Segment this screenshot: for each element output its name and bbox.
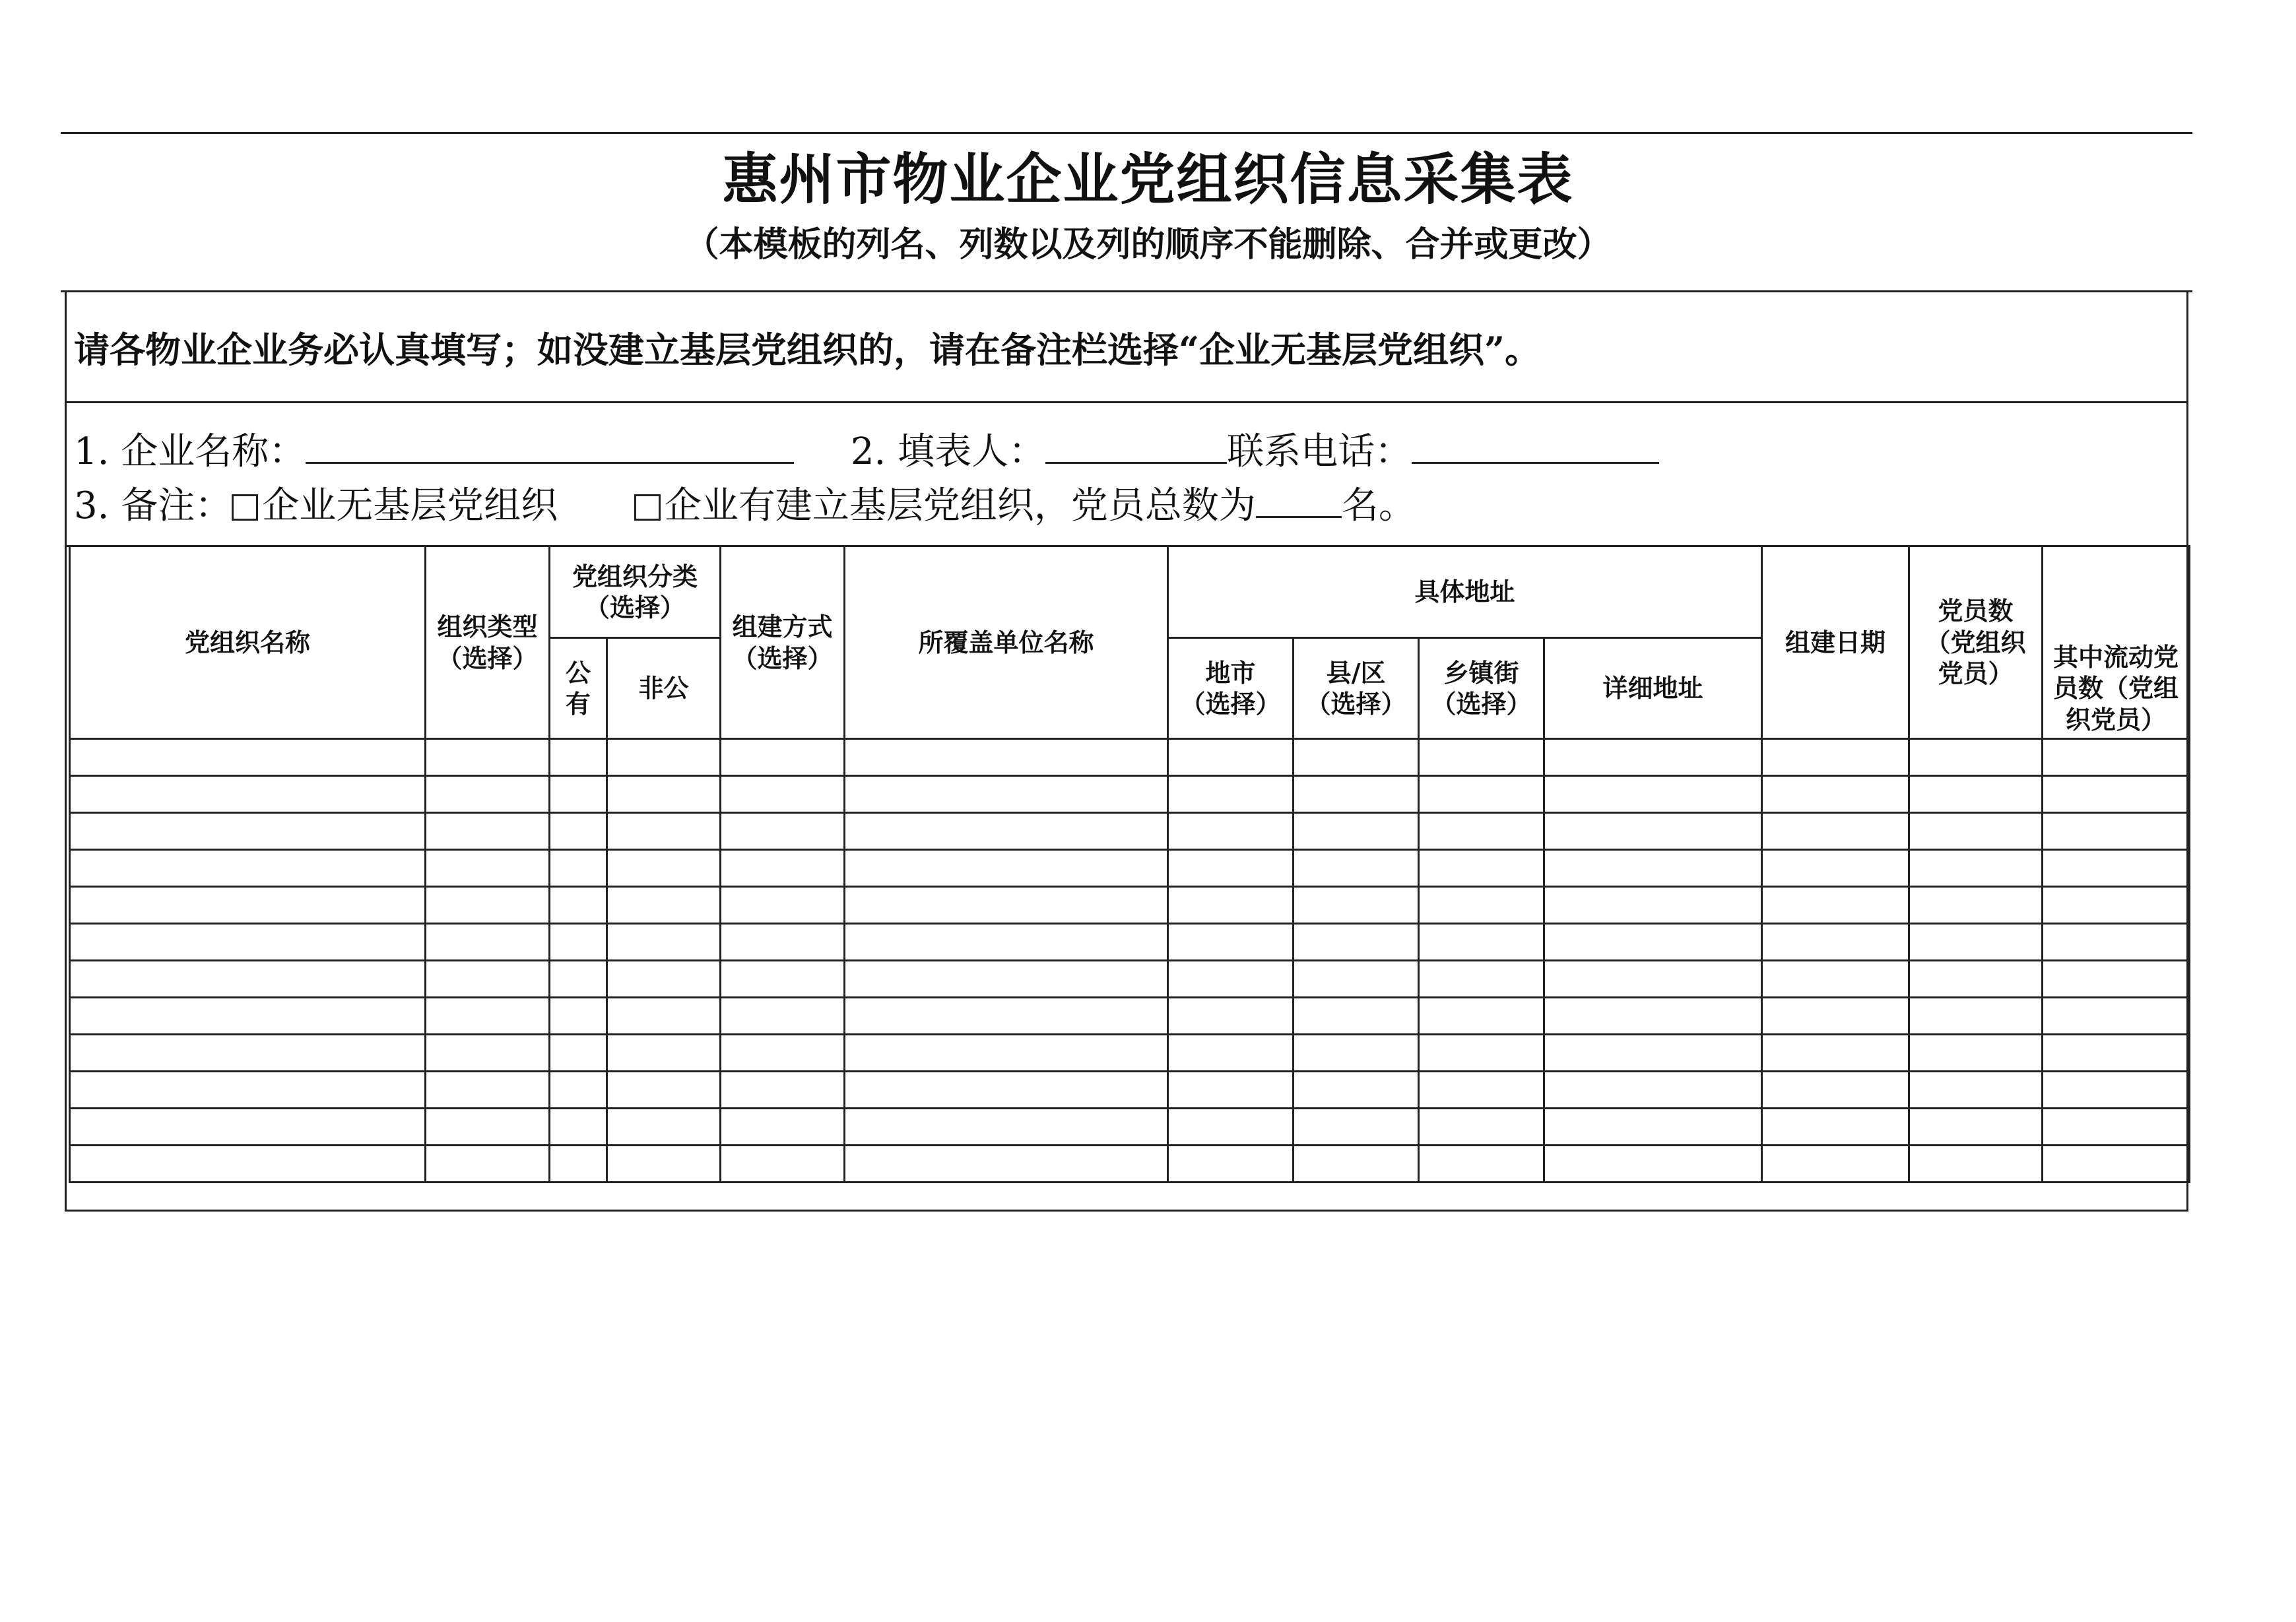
table-cell[interactable] <box>1762 961 1909 998</box>
table-cell[interactable] <box>1544 887 1762 924</box>
table-cell[interactable] <box>1294 850 1419 887</box>
table-cell[interactable] <box>1909 1109 2043 1146</box>
option-no-org-label: 企业无基层党组织 <box>262 484 558 527</box>
table-cell[interactable] <box>1419 850 1544 887</box>
table-cell[interactable] <box>1762 739 1909 776</box>
table-cell[interactable] <box>550 1146 607 1183</box>
table-cell[interactable] <box>1294 1072 1419 1109</box>
table-cell[interactable] <box>607 887 721 924</box>
table-row <box>70 998 2190 1035</box>
table-cell[interactable] <box>845 776 1168 813</box>
table-cell[interactable] <box>70 998 426 1035</box>
table-cell[interactable] <box>1419 739 1544 776</box>
filler-field[interactable] <box>1045 425 1227 464</box>
table-cell[interactable] <box>1168 1035 1294 1072</box>
company-name-field[interactable] <box>306 425 794 464</box>
table-cell[interactable] <box>1168 1109 1294 1146</box>
table-cell[interactable] <box>1544 924 1762 961</box>
table-cell[interactable] <box>607 813 721 850</box>
form-title: 惠州市物业企业党组织信息采集表 <box>722 146 1574 212</box>
header-covered-units: 所覆盖单位名称 <box>845 546 1168 739</box>
table-row <box>70 1109 2190 1146</box>
table-cell[interactable] <box>845 1146 1168 1183</box>
table-cell[interactable] <box>845 739 1168 776</box>
table-cell[interactable] <box>70 850 426 887</box>
table-cell[interactable] <box>607 1072 721 1109</box>
table-cell[interactable] <box>550 961 607 998</box>
table-cell[interactable] <box>1168 850 1294 887</box>
top-rule <box>61 132 2192 134</box>
table-cell[interactable] <box>1762 924 1909 961</box>
table-cell[interactable] <box>1544 813 1762 850</box>
table-cell[interactable] <box>1909 776 2043 813</box>
table-row <box>70 887 2190 924</box>
table-cell[interactable] <box>550 998 607 1035</box>
table-cell[interactable] <box>845 924 1168 961</box>
table-cell[interactable] <box>607 924 721 961</box>
table-cell[interactable] <box>2043 739 2190 776</box>
table-cell[interactable] <box>1544 850 1762 887</box>
table-cell[interactable] <box>1544 998 1762 1035</box>
header-org-name: 党组织名称 <box>70 546 426 739</box>
table-row <box>70 1146 2190 1183</box>
table-cell[interactable] <box>426 1146 550 1183</box>
header-mobile-members: 其中流动党 员数（党组 织党员） <box>2043 546 2190 739</box>
table-cell[interactable] <box>426 813 550 850</box>
table-cell[interactable] <box>550 887 607 924</box>
table-cell[interactable] <box>70 776 426 813</box>
table-cell[interactable] <box>2043 776 2190 813</box>
table-cell[interactable] <box>70 1035 426 1072</box>
table-cell[interactable] <box>1544 961 1762 998</box>
table-cell[interactable] <box>721 1035 845 1072</box>
form-subtitle: （本模板的列名、列数以及列的顺序不能删除、合并或更改） <box>684 224 1612 265</box>
table-cell[interactable] <box>1168 924 1294 961</box>
table-cell[interactable] <box>1544 1146 1762 1183</box>
table-cell[interactable] <box>2043 1072 2190 1109</box>
table-cell[interactable] <box>426 1109 550 1146</box>
table-cell[interactable] <box>721 924 845 961</box>
table-cell[interactable] <box>2043 1035 2190 1072</box>
table-cell[interactable] <box>1909 813 2043 850</box>
table-cell[interactable] <box>1909 850 2043 887</box>
table-cell[interactable] <box>426 1072 550 1109</box>
table-cell[interactable] <box>1909 1035 2043 1072</box>
table-cell[interactable] <box>1419 924 1544 961</box>
table-cell[interactable] <box>845 998 1168 1035</box>
table-cell[interactable] <box>1294 1146 1419 1183</box>
table-cell[interactable] <box>2043 924 2190 961</box>
table-row <box>70 739 2190 776</box>
table-cell[interactable] <box>1419 1146 1544 1183</box>
table-cell[interactable] <box>1168 887 1294 924</box>
table-row <box>70 776 2190 813</box>
table-cell[interactable] <box>1909 887 2043 924</box>
table-cell[interactable] <box>845 961 1168 998</box>
table-cell[interactable] <box>1419 776 1544 813</box>
table-cell[interactable] <box>1294 739 1419 776</box>
table-cell[interactable] <box>550 1072 607 1109</box>
table-cell[interactable] <box>1419 1035 1544 1072</box>
table-cell[interactable] <box>550 776 607 813</box>
table-cell[interactable] <box>550 739 607 776</box>
table-cell[interactable] <box>607 1035 721 1072</box>
table-cell[interactable] <box>1419 998 1544 1035</box>
table-cell[interactable] <box>1544 1109 1762 1146</box>
table-cell[interactable] <box>1294 998 1419 1035</box>
table-cell[interactable] <box>426 961 550 998</box>
table-cell[interactable] <box>1419 961 1544 998</box>
table-cell[interactable] <box>1544 776 1762 813</box>
company-label: 1. 企业名称： <box>74 430 306 473</box>
table-cell[interactable] <box>1294 1035 1419 1072</box>
option-has-org-label: 企业有建立基层党组织，党员总数为 <box>664 484 1256 527</box>
table-cell[interactable] <box>845 1072 1168 1109</box>
table-row <box>70 1035 2190 1072</box>
table-cell[interactable] <box>607 776 721 813</box>
header-classification: 党组织分类 （选择） <box>550 546 721 638</box>
table-cell[interactable] <box>1419 813 1544 850</box>
table-cell[interactable] <box>845 1109 1168 1146</box>
table-cell[interactable] <box>1419 1109 1544 1146</box>
table-cell[interactable] <box>1168 813 1294 850</box>
table-cell[interactable] <box>426 924 550 961</box>
table-cell[interactable] <box>550 1035 607 1072</box>
phone-field[interactable] <box>1412 425 1659 464</box>
unit-label: 名。 <box>1341 484 1416 527</box>
info-line-1 <box>74 422 1659 475</box>
table-cell[interactable] <box>2043 1146 2190 1183</box>
table-cell[interactable] <box>1294 924 1419 961</box>
table-cell[interactable] <box>426 998 550 1035</box>
table-cell[interactable] <box>721 739 845 776</box>
table-cell[interactable] <box>1294 961 1419 998</box>
table-cell[interactable] <box>607 998 721 1035</box>
table-cell[interactable] <box>607 1146 721 1183</box>
table-cell[interactable] <box>426 887 550 924</box>
table-cell[interactable] <box>70 1109 426 1146</box>
table-cell[interactable] <box>2043 961 2190 998</box>
table-row <box>70 813 2190 850</box>
table-cell[interactable] <box>1762 1072 1909 1109</box>
table-body <box>70 739 2190 1183</box>
table-cell[interactable] <box>607 850 721 887</box>
header-org-type: 组织类型 （选择） <box>426 546 550 739</box>
table-cell[interactable] <box>550 850 607 887</box>
table-cell[interactable] <box>426 1035 550 1072</box>
table-cell[interactable] <box>70 924 426 961</box>
table-cell[interactable] <box>721 961 845 998</box>
table-cell[interactable] <box>550 813 607 850</box>
table-cell[interactable] <box>845 1035 1168 1072</box>
table-cell[interactable] <box>1419 1072 1544 1109</box>
header-address: 具体地址 <box>1168 546 1762 638</box>
table-cell[interactable] <box>1419 887 1544 924</box>
header-public: 公 有 <box>550 638 607 739</box>
table-row <box>70 961 2190 998</box>
table-cell[interactable] <box>1762 850 1909 887</box>
header-detail-address: 详细地址 <box>1544 638 1762 739</box>
table-cell[interactable] <box>1762 776 1909 813</box>
table-cell[interactable] <box>1168 739 1294 776</box>
header-non-public: 非公 <box>607 638 721 739</box>
table-cell[interactable] <box>1762 1109 1909 1146</box>
table-cell[interactable] <box>2043 850 2190 887</box>
table-cell[interactable] <box>1762 813 1909 850</box>
table-cell[interactable] <box>1909 998 2043 1035</box>
table-row <box>70 924 2190 961</box>
table-cell[interactable] <box>845 813 1168 850</box>
table-cell[interactable] <box>721 813 845 850</box>
remark-label: 3. 备注： <box>74 484 232 527</box>
table-cell[interactable] <box>721 776 845 813</box>
phone-label: 联系电话： <box>1227 430 1412 473</box>
table-cell[interactable] <box>607 961 721 998</box>
table-cell[interactable] <box>426 739 550 776</box>
table-cell[interactable] <box>607 739 721 776</box>
table-cell[interactable] <box>721 998 845 1035</box>
table-cell[interactable] <box>1168 776 1294 813</box>
table-cell[interactable] <box>1294 887 1419 924</box>
table-cell[interactable] <box>426 850 550 887</box>
table-cell[interactable] <box>1762 1146 1909 1183</box>
table-cell[interactable] <box>607 1109 721 1146</box>
table-cell[interactable] <box>1909 1072 2043 1109</box>
table-cell[interactable] <box>1909 1146 2043 1183</box>
table-cell[interactable] <box>2043 813 2190 850</box>
filler-label: 2. 填表人： <box>850 430 1046 473</box>
table-cell[interactable] <box>1544 739 1762 776</box>
checkbox-no-org[interactable] <box>232 494 258 521</box>
table-cell[interactable] <box>550 1109 607 1146</box>
table-cell[interactable] <box>721 1109 845 1146</box>
header-town: 乡镇街 （选择） <box>1419 638 1544 739</box>
table-cell[interactable] <box>845 850 1168 887</box>
notice-text: 请各物业企业务必认真填写；如没建立基层党组织的，请在备注栏选择“企业无基层党组织”。 <box>74 329 1541 371</box>
table-cell[interactable] <box>721 1072 845 1109</box>
table-cell[interactable] <box>1294 776 1419 813</box>
table-cell[interactable] <box>845 887 1168 924</box>
table-cell[interactable] <box>550 924 607 961</box>
table-cell[interactable] <box>70 1146 426 1183</box>
member-total-field[interactable] <box>1256 479 1342 518</box>
table-cell[interactable] <box>721 850 845 887</box>
table-cell[interactable] <box>1762 998 1909 1035</box>
table-cell[interactable] <box>70 961 426 998</box>
table-cell[interactable] <box>1168 961 1294 998</box>
table-cell[interactable] <box>70 887 426 924</box>
header-build-date: 组建日期 <box>1762 546 1909 739</box>
table-cell[interactable] <box>1544 1072 1762 1109</box>
table-cell[interactable] <box>70 739 426 776</box>
table-cell[interactable] <box>2043 998 2190 1035</box>
table-cell[interactable] <box>426 776 550 813</box>
table-cell[interactable] <box>1762 1035 1909 1072</box>
table-cell[interactable] <box>1294 1109 1419 1146</box>
header-build-method: 组建方式 （选择） <box>721 546 845 739</box>
table-cell[interactable] <box>2043 1109 2190 1146</box>
table-cell[interactable] <box>1762 887 1909 924</box>
table-cell[interactable] <box>1168 1072 1294 1109</box>
header-member-count: 党员数 （党组织 党员） <box>1909 546 2043 739</box>
info-line-2 <box>74 476 1416 529</box>
table-cell[interactable] <box>1909 739 2043 776</box>
checkbox-has-org[interactable] <box>634 494 661 521</box>
table-cell[interactable] <box>1909 924 2043 961</box>
table-row <box>70 1072 2190 1109</box>
table-cell[interactable] <box>70 813 426 850</box>
table-cell[interactable] <box>1294 813 1419 850</box>
info-table <box>69 545 2190 1183</box>
header-county: 县/区 （选择） <box>1294 638 1419 739</box>
table-cell[interactable] <box>1909 961 2043 998</box>
table-cell[interactable] <box>1168 1146 1294 1183</box>
notice-rule <box>65 401 2188 403</box>
table-cell[interactable] <box>721 1146 845 1183</box>
table-cell[interactable] <box>1544 1035 1762 1072</box>
header-city: 地市 （选择） <box>1168 638 1294 739</box>
table-cell[interactable] <box>721 887 845 924</box>
table-cell[interactable] <box>2043 887 2190 924</box>
table-row <box>70 850 2190 887</box>
table-cell[interactable] <box>1168 998 1294 1035</box>
table-cell[interactable] <box>70 1072 426 1109</box>
